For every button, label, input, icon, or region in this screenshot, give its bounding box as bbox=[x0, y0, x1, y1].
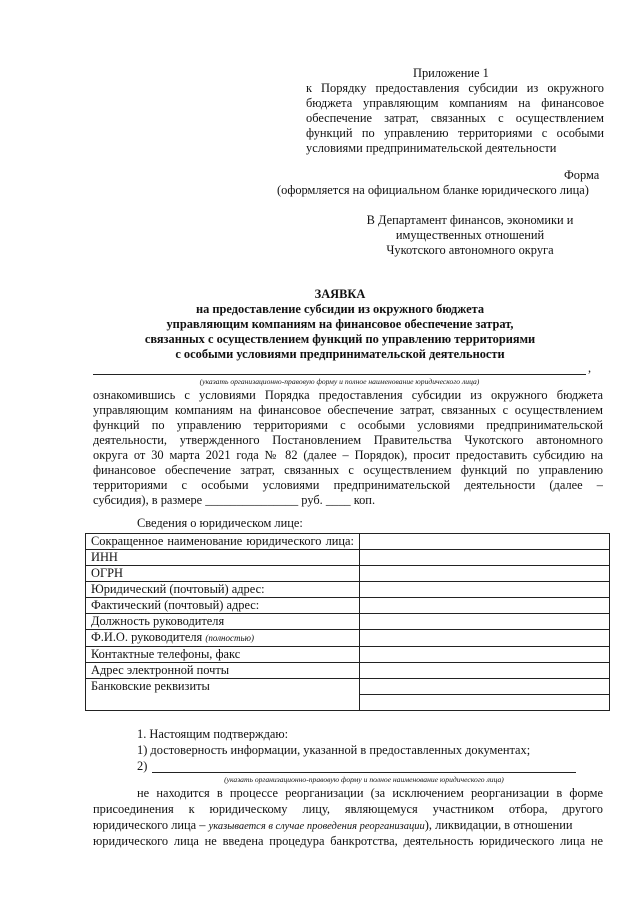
legal-entity-table bbox=[85, 533, 610, 711]
head-name-note: (полностью) bbox=[205, 633, 254, 643]
appendix-line-1: к Порядку предоставления субсидии из окружного bbox=[306, 81, 604, 95]
row-value-actual-address[interactable] bbox=[360, 598, 610, 614]
addressee-line-3: Чукотского автономного округа bbox=[386, 243, 554, 257]
confirm-text-line-4: юридического лица не введена процедура банкротства, деятельность юридического лица не bbox=[93, 834, 603, 848]
heading-line-1: на предоставление субсидии из окружного бюджета bbox=[195, 302, 485, 316]
row-value-head-name[interactable] bbox=[360, 630, 610, 647]
table-row bbox=[86, 582, 610, 598]
table-row bbox=[86, 598, 610, 614]
confirm-item-2-hint: (указать организационно-правовую форму и полное наименование юридического лица) bbox=[224, 775, 504, 784]
applicant-line-comma: , bbox=[588, 361, 592, 375]
row-value-ogrn[interactable] bbox=[360, 566, 610, 582]
table-row bbox=[86, 630, 610, 647]
confirm-text-line-3: юридического лица – указывается в случае проведения реорганизации), ликвидации, в отношении bbox=[93, 818, 573, 832]
row-label-legal-address: Юридический (почтовый) адрес: bbox=[86, 582, 360, 598]
body-line-5: округа от 30 марта 2021 года № 82 (далее – Порядок), просит предоставить субсидию на bbox=[93, 448, 603, 462]
row-label-phones: Контактные телефоны, факс bbox=[86, 647, 360, 663]
body-line-1: ознакомившись с условиями Порядка предоставления субсидии из окружного бюджета bbox=[93, 388, 603, 402]
addressee-line-2: имущественных отношений bbox=[395, 228, 545, 242]
row-value-bank-details-2[interactable] bbox=[360, 695, 610, 711]
confirm-intro: 1. Настоящим подтверждаю: bbox=[137, 727, 289, 741]
appendix-title: Приложение 1 bbox=[413, 66, 489, 80]
legal-entity-title: Сведения о юридическом лице: bbox=[137, 516, 303, 530]
appendix-line-2: бюджета управляющим компаниям на финансовое bbox=[306, 96, 604, 110]
row-value-short-name[interactable] bbox=[360, 534, 610, 550]
table-row bbox=[86, 566, 610, 582]
row-value-bank-details[interactable] bbox=[360, 679, 610, 695]
row-value-email[interactable] bbox=[360, 663, 610, 679]
confirm-item-1: 1) достоверность информации, указанной в предоставленных документах; bbox=[137, 743, 531, 757]
row-value-inn[interactable] bbox=[360, 550, 610, 566]
row-value-phones[interactable] bbox=[360, 647, 610, 663]
document-title: ЗАЯВКА bbox=[314, 287, 366, 301]
body-last-line: субсидия), в размере _______________ руб. ____ коп. bbox=[93, 493, 376, 507]
body-line-6: финансовое обеспечение затрат, связанных с осуществлением функций по управлению bbox=[93, 463, 603, 477]
table-row bbox=[86, 663, 610, 679]
table-row bbox=[86, 534, 610, 550]
confirm-item-2-line[interactable] bbox=[152, 772, 576, 773]
table-row bbox=[86, 647, 610, 663]
reorganization-note: указывается в случае проведения реорганизации bbox=[208, 821, 425, 832]
body-line-4: деятельности, утвержденного Постановлением Правительства Чукотского автономного bbox=[93, 433, 603, 447]
applicant-line-hint: (указать организационно-правовую форму и полное наименование юридического лица) bbox=[199, 377, 480, 386]
heading-line-3: связанных с осуществлением функций по управлению территориями bbox=[144, 332, 536, 346]
row-label-head-position: Должность руководителя bbox=[86, 614, 360, 630]
row-value-head-position[interactable] bbox=[360, 614, 610, 630]
heading-line-2: управляющим компаниям на финансовое обеспечение затрат, bbox=[166, 317, 514, 331]
row-label-actual-address: Фактический (почтовый) адрес: bbox=[86, 598, 360, 614]
row-label-inn: ИНН bbox=[86, 550, 360, 566]
table-row bbox=[86, 614, 610, 630]
appendix-line-4: функций по управлению территориями с особыми bbox=[306, 126, 604, 140]
form-note: (оформляется на официальном бланке юридического лица) bbox=[277, 183, 589, 197]
heading-line-4: с особыми условиями предпринимательской деятельности bbox=[175, 347, 505, 361]
addressee-line-1: В Департамент финансов, экономики и bbox=[366, 213, 574, 227]
row-label-email: Адрес электронной почты bbox=[86, 663, 360, 679]
appendix-line-5: условиями предпринимательской деятельности bbox=[306, 141, 557, 155]
row-label-ogrn: ОГРН bbox=[86, 566, 360, 582]
confirm-text-line-1: не находится в процессе реорганизации (за исключением реорганизации в форме bbox=[137, 786, 603, 800]
row-label-bank-details: Банковские реквизиты bbox=[86, 679, 360, 711]
row-label-head-name: Ф.И.О. руководителя (полностью) bbox=[86, 630, 360, 647]
form-label: Форма bbox=[564, 168, 600, 182]
table-row bbox=[86, 550, 610, 566]
body-line-2: управляющим компаниям на финансовое обеспечение затрат, связанных с осуществлением bbox=[93, 403, 603, 417]
row-value-legal-address[interactable] bbox=[360, 582, 610, 598]
body-line-3: функций по управлению территориями с особыми условиями предпринимательской bbox=[93, 418, 603, 432]
appendix-line-3: обеспечение затрат, связанных с осуществлением bbox=[306, 111, 604, 125]
body-line-7: территориями с особыми условиями предпринимательской деятельности (далее – bbox=[93, 478, 603, 492]
confirm-text-line-2: присоединения к юридическому лицу, являющемуся участником отбора, другого bbox=[93, 802, 603, 816]
table-row bbox=[86, 679, 610, 695]
confirm-item-2-num: 2) bbox=[137, 759, 148, 773]
applicant-name-line[interactable] bbox=[93, 374, 586, 375]
row-label-short-name: Сокращенное наименование юридического лица: bbox=[86, 534, 360, 550]
